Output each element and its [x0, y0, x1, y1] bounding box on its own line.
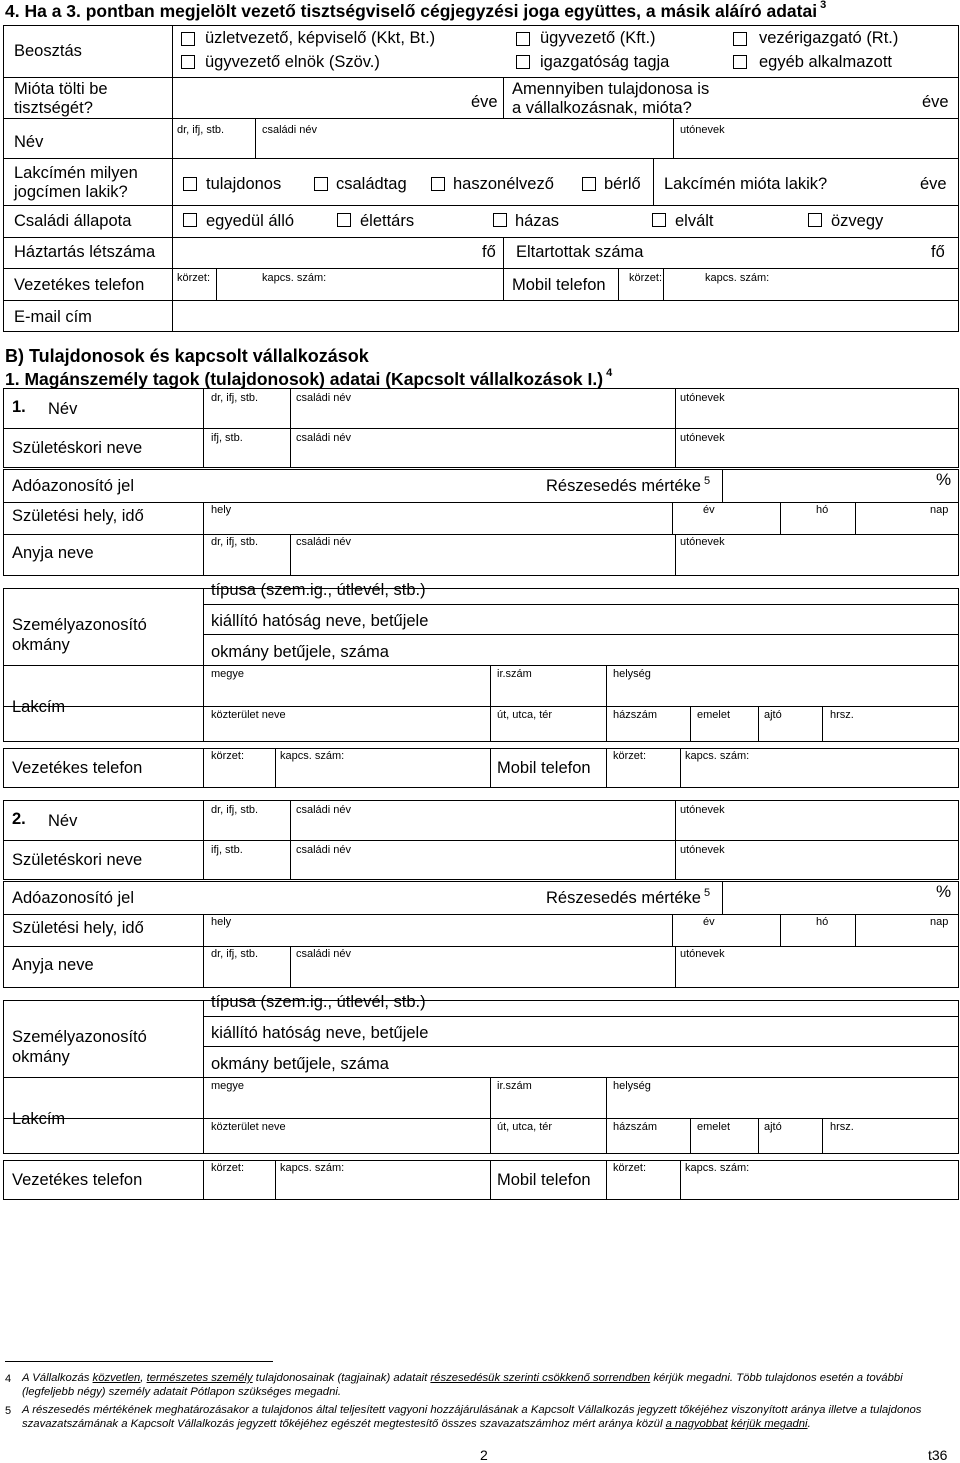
cell-divider	[203, 502, 204, 576]
cell-divider	[275, 1160, 276, 1200]
option-berlo: bérlő	[604, 175, 641, 193]
lakcim-label: Lakcím	[12, 698, 66, 716]
beosztas-label: Beosztás	[14, 42, 82, 60]
korzet-hint: körzet:	[211, 1162, 245, 1174]
helyseg-hint: helység	[613, 1080, 651, 1092]
lakcim-label: Lakcím	[12, 1110, 66, 1128]
row-line	[3, 268, 959, 269]
kapcs-hint: kapcs. szám:	[280, 1162, 345, 1174]
given-hint: utónevek	[680, 536, 725, 548]
section-b-title: B) Tulajdonosok és kapcsolt vállalkozások	[5, 346, 369, 366]
okmany-label: okmány	[12, 1048, 70, 1066]
tipusa-label: típusa (szem.ig., útlevél, stb.)	[211, 581, 426, 599]
checkbox-ugyvezeto[interactable]	[516, 32, 530, 46]
row-line	[3, 237, 959, 238]
row-line	[203, 1016, 959, 1017]
person-nev-label: Név	[48, 400, 78, 418]
cell-divider	[203, 1160, 204, 1200]
ho-hint: hó	[816, 916, 829, 928]
person-phone-box	[3, 748, 959, 788]
row-line	[3, 840, 959, 841]
cell-divider	[758, 706, 759, 742]
family-hint: családi név	[296, 536, 352, 548]
section-b-subtitle: 1. Magánszemély tagok (tulajdonosok) adatai (Kapcsolt vállalkozások I.) $^4$	[5, 367, 613, 389]
miota-label-2: tisztségét?	[14, 99, 93, 117]
cell-divider	[758, 1118, 759, 1154]
person-basic-box	[3, 881, 959, 988]
cell-divider	[680, 1160, 681, 1200]
option-elettars: élettárs	[360, 212, 415, 230]
row-line	[3, 534, 959, 535]
row-line	[3, 914, 959, 915]
nap-hint: nap	[930, 916, 949, 928]
option-uzletvezeto: üzletvezető, képviselő (Kkt, Bt.)	[205, 29, 436, 47]
checkbox-uzletvezeto[interactable]	[181, 32, 195, 46]
eve-label: éve	[922, 93, 949, 111]
mobil-telefon-label: Mobil telefon	[497, 759, 591, 777]
cell-divider	[275, 748, 276, 788]
vezetekes-telefon-label: Vezetékes telefon	[12, 759, 143, 777]
cell-divider	[675, 428, 676, 468]
checkbox-elvalt[interactable]	[652, 213, 666, 227]
family-hint: családi név	[296, 948, 352, 960]
page-number: 2	[480, 1447, 488, 1463]
prefix-hint: dr, ifj, stb.	[211, 392, 259, 404]
kapcs-hint: kapcs. szám:	[685, 750, 750, 762]
ajto-hint: ajtó	[764, 1121, 782, 1133]
lakcim-jogcim-label-1: Lakcímén milyen	[14, 164, 138, 182]
checkbox-haszonelvezo[interactable]	[431, 177, 445, 191]
cell-divider	[822, 706, 823, 742]
nev-label: Név	[14, 133, 44, 151]
miota-label-1: Mióta tölti be	[14, 80, 108, 98]
lakcim-jogcim-label-2: jogcímen lakik?	[14, 183, 128, 201]
amennyiben-label-1: Amennyiben tulajdonosa is	[512, 80, 710, 98]
person-phone-box	[3, 1160, 959, 1200]
cell-divider	[855, 914, 856, 946]
row-line	[203, 634, 959, 635]
cell-divider	[675, 388, 676, 428]
checkbox-ozvegy[interactable]	[808, 213, 822, 227]
eltartottak-label: Eltartottak száma	[516, 243, 644, 261]
row-line	[3, 118, 959, 119]
cell-divider	[663, 268, 664, 300]
prefix-hint: dr, ifj, stb.	[211, 804, 259, 816]
option-egyedul: egyedül álló	[206, 212, 295, 230]
cell-divider	[673, 118, 674, 158]
lakcim-miota-label: Lakcímén mióta lakik?	[664, 175, 828, 193]
checkbox-hazas[interactable]	[493, 213, 507, 227]
kapcs-hint: kapcs. szám:	[705, 272, 770, 284]
ev-hint: év	[703, 916, 715, 928]
korzet-hint: körzet:	[613, 1162, 647, 1174]
hazszam-hint: házszám	[613, 709, 658, 721]
checkbox-egyedul[interactable]	[183, 213, 197, 227]
megye-hint: megye	[211, 668, 245, 680]
cell-divider	[675, 840, 676, 880]
cell-divider	[675, 946, 676, 988]
anyja-label: Anyja neve	[12, 956, 94, 974]
cell-divider	[290, 946, 291, 988]
korzet-hint: körzet:	[211, 750, 245, 762]
given-hint: utónevek	[680, 948, 725, 960]
row-line	[3, 300, 959, 301]
checkbox-igazgatosag[interactable]	[516, 55, 530, 69]
mobil-telefon-label: Mobil telefon	[512, 276, 606, 294]
checkbox-vezerigazgato[interactable]	[733, 32, 747, 46]
cell-divider	[490, 748, 491, 788]
row-line	[3, 706, 959, 707]
okmany-label: okmány	[12, 636, 70, 654]
option-ugyvezeto: ügyvezető (Kft.)	[540, 29, 656, 47]
option-egyeb: egyéb alkalmazott	[759, 53, 892, 71]
percent-sign: %	[936, 882, 952, 901]
okmany-betujele-label: okmány betűjele, száma	[211, 643, 389, 661]
adoazonosito-label: Adóazonosító jel	[12, 889, 135, 907]
nev-prefix-hint: dr, ifj, stb.	[177, 124, 225, 136]
family-hint: családi név	[296, 432, 352, 444]
section-4-title: 4. Ha a 3. pontban megjelölt vezető tisztségviselő cégjegyzési joga együttes, a másik aláíró adatai $^3$	[5, 0, 827, 21]
checkbox-tulajdonos[interactable]	[183, 177, 197, 191]
hazszam-hint: házszám	[613, 1121, 658, 1133]
option-ozvegy: özvegy	[831, 212, 884, 230]
ut-utca-hint: út, utca, tér	[497, 1121, 553, 1133]
vezetekes-telefon-label: Vezetékes telefon	[14, 276, 145, 294]
ut-utca-hint: út, utca, tér	[497, 709, 553, 721]
cell-divider	[606, 1077, 607, 1118]
mobil-telefon-label: Mobil telefon	[497, 1171, 591, 1189]
reszesedes-label: Részesedés mértéke $^5$	[546, 887, 711, 907]
family-hint: családi név	[296, 392, 352, 404]
szuleteskori-label: Születéskori neve	[12, 851, 143, 869]
cell-divider	[255, 118, 256, 158]
kiallito-label: kiállító hatóság neve, betűjele	[211, 1024, 429, 1042]
checkbox-berlo[interactable]	[582, 177, 596, 191]
cell-divider	[855, 502, 856, 534]
row-line	[3, 946, 959, 947]
cell-divider	[290, 840, 291, 880]
cell-divider	[606, 665, 607, 706]
cell-divider	[675, 534, 676, 576]
footnote-4-number: 4	[5, 1373, 12, 1385]
given-hint: utónevek	[680, 844, 725, 856]
irszam-hint: ir.szám	[497, 668, 532, 680]
amennyiben-label-2: a vállalkozásnak, mióta?	[512, 99, 692, 117]
row-line	[203, 604, 959, 605]
option-tulajdonos: tulajdonos	[206, 175, 282, 193]
prefix-hint: ifj, stb.	[211, 432, 243, 444]
row-line	[3, 502, 959, 503]
cell-divider	[290, 534, 291, 576]
kiallito-label: kiállító hatóság neve, betűjele	[211, 612, 429, 630]
cell-divider	[203, 748, 204, 788]
tipusa-label: típusa (szem.ig., útlevél, stb.)	[211, 993, 426, 1011]
option-ugyvezeto-elnok: ügyvezető elnök (Szöv.)	[205, 53, 380, 71]
cell-divider	[290, 800, 291, 840]
footnote-5: A részesedés mértékének meghatározásakor a tulajdonos által teljesített vagyoni hozzájárulásának a Kapcsolt Vállalkozás jegyzett tőkéjéhez viszonyított aránya illetve a tulajdonos szavazatszámának a Kapcsolt Vállalkozás jegyzett tőkéjéhez egészét megtestesítő összes szavazatszámhoz mért aránya közül a nagyobbat kérjük megadni.	[22, 1404, 922, 1431]
cell-divider	[490, 665, 491, 706]
kapcs-hint: kapcs. szám:	[685, 1162, 750, 1174]
megye-hint: megye	[211, 1080, 245, 1092]
given-hint: utónevek	[680, 804, 725, 816]
emelet-hint: emelet	[697, 709, 731, 721]
family-hint: családi név	[296, 804, 352, 816]
prefix-hint: ifj, stb.	[211, 844, 243, 856]
cell-divider	[672, 502, 673, 534]
szuletesi-label: Születési hely, idő	[12, 507, 144, 525]
cell-divider	[722, 469, 723, 502]
cell-divider	[290, 388, 291, 428]
option-elvalt: elvált	[675, 212, 714, 230]
prefix-hint: dr, ifj, stb.	[211, 536, 259, 548]
irszam-hint: ir.szám	[497, 1080, 532, 1092]
row-line	[3, 205, 959, 206]
nev-family-hint: családi név	[262, 124, 318, 136]
given-hint: utónevek	[680, 392, 725, 404]
szemelyazonosito-label: Személyazonosító	[12, 1028, 147, 1046]
row-line	[203, 1046, 959, 1047]
checkbox-csaladtag[interactable]	[314, 177, 328, 191]
person-basic-box	[3, 469, 959, 576]
row-line	[3, 77, 959, 78]
nap-hint: nap	[930, 504, 949, 516]
cell-divider	[490, 1077, 491, 1118]
option-hazas: házas	[515, 212, 560, 230]
cell-divider	[653, 158, 654, 205]
cell-divider	[822, 1118, 823, 1154]
option-igazgatosag: igazgatóság tagja	[540, 53, 670, 71]
fo-label: fő	[931, 243, 945, 261]
footnote-separator	[5, 1361, 273, 1362]
korzet-hint: körzet:	[629, 272, 663, 284]
cell-divider	[780, 914, 781, 946]
nev-given-hint: utónevek	[680, 124, 725, 136]
cell-divider	[490, 1160, 491, 1200]
footnote-4: A Vállalkozás közvetlen, természetes személy tulajdonosainak (tagjainak) adatait részesedésük szerinti csökkenő sorrendben kérjük megadni. Több tulajdonos esetén a további (legfeljebb négy) személy adatait Pótlapon szükséges megadni.	[22, 1372, 903, 1399]
row-line	[3, 1118, 959, 1119]
option-csaladtag: családtag	[336, 175, 407, 193]
haztartas-label: Háztartás létszáma	[14, 243, 156, 261]
eve-label: éve	[920, 175, 947, 193]
cell-divider	[690, 706, 691, 742]
ajto-hint: ajtó	[764, 709, 782, 721]
kapcs-hint: kapcs. szám:	[262, 272, 327, 284]
cell-divider	[290, 428, 291, 468]
cell-divider	[722, 881, 723, 914]
kozterulet-hint: közterület neve	[211, 1121, 286, 1133]
kozterulet-hint: közterület neve	[211, 709, 286, 721]
cell-divider	[618, 268, 619, 300]
ev-hint: év	[703, 504, 715, 516]
reszesedes-label: Részesedés mértéke $^5$	[546, 475, 711, 495]
cell-divider	[606, 748, 607, 788]
anyja-label: Anyja neve	[12, 544, 94, 562]
person-number: 2.	[12, 810, 26, 828]
cell-divider	[606, 1118, 607, 1154]
korzet-hint: körzet:	[177, 272, 211, 284]
page-code: t36	[928, 1447, 948, 1463]
cell-divider	[606, 1160, 607, 1200]
szuletesi-label: Születési hely, idő	[12, 919, 144, 937]
cell-divider	[680, 748, 681, 788]
szuleteskori-label: Születéskori neve	[12, 439, 143, 457]
checkbox-egyeb[interactable]	[733, 55, 747, 69]
okmany-betujele-label: okmány betűjele, száma	[211, 1055, 389, 1073]
option-vezerigazgato: vezérigazgató (Rt.)	[759, 29, 899, 47]
korzet-hint: körzet:	[613, 750, 647, 762]
hrsz-hint: hrsz.	[830, 1121, 854, 1133]
adoazonosito-label: Adóazonosító jel	[12, 477, 135, 495]
prefix-hint: dr, ifj, stb.	[211, 948, 259, 960]
given-hint: utónevek	[680, 432, 725, 444]
cell-divider	[780, 502, 781, 534]
percent-sign: %	[936, 470, 952, 489]
cell-divider	[606, 706, 607, 742]
hrsz-hint: hrsz.	[830, 709, 854, 721]
cell-divider	[216, 268, 217, 300]
person-nev-label: Név	[48, 812, 78, 830]
row-line	[3, 428, 959, 429]
checkbox-ugyvezeto-elnok[interactable]	[181, 55, 195, 69]
hely-hint: hely	[211, 504, 232, 516]
cell-divider	[503, 77, 504, 118]
cell-divider	[690, 1118, 691, 1154]
row-line	[3, 665, 959, 666]
checkbox-elettars[interactable]	[337, 213, 351, 227]
person-number: 1.	[12, 398, 26, 416]
family-hint: családi név	[296, 844, 352, 856]
option-haszonelvezo: haszonélvező	[453, 175, 554, 193]
footnote-5-number: 5	[5, 1405, 12, 1417]
row-line	[3, 1077, 959, 1078]
cell-divider	[672, 914, 673, 946]
fo-label: fő	[482, 243, 496, 261]
cell-divider	[203, 914, 204, 988]
email-label: E-mail cím	[14, 308, 92, 326]
csaladi-allapot-label: Családi állapota	[14, 212, 132, 230]
table-divider	[172, 25, 173, 332]
eve-label: éve	[471, 93, 498, 111]
cell-divider	[503, 237, 504, 300]
cell-divider	[675, 800, 676, 840]
hely-hint: hely	[211, 916, 232, 928]
helyseg-hint: helység	[613, 668, 651, 680]
kapcs-hint: kapcs. szám:	[280, 750, 345, 762]
vezetekes-telefon-label: Vezetékes telefon	[12, 1171, 143, 1189]
szemelyazonosito-label: Személyazonosító	[12, 616, 147, 634]
row-line	[3, 158, 959, 159]
ho-hint: hó	[816, 504, 829, 516]
emelet-hint: emelet	[697, 1121, 731, 1133]
